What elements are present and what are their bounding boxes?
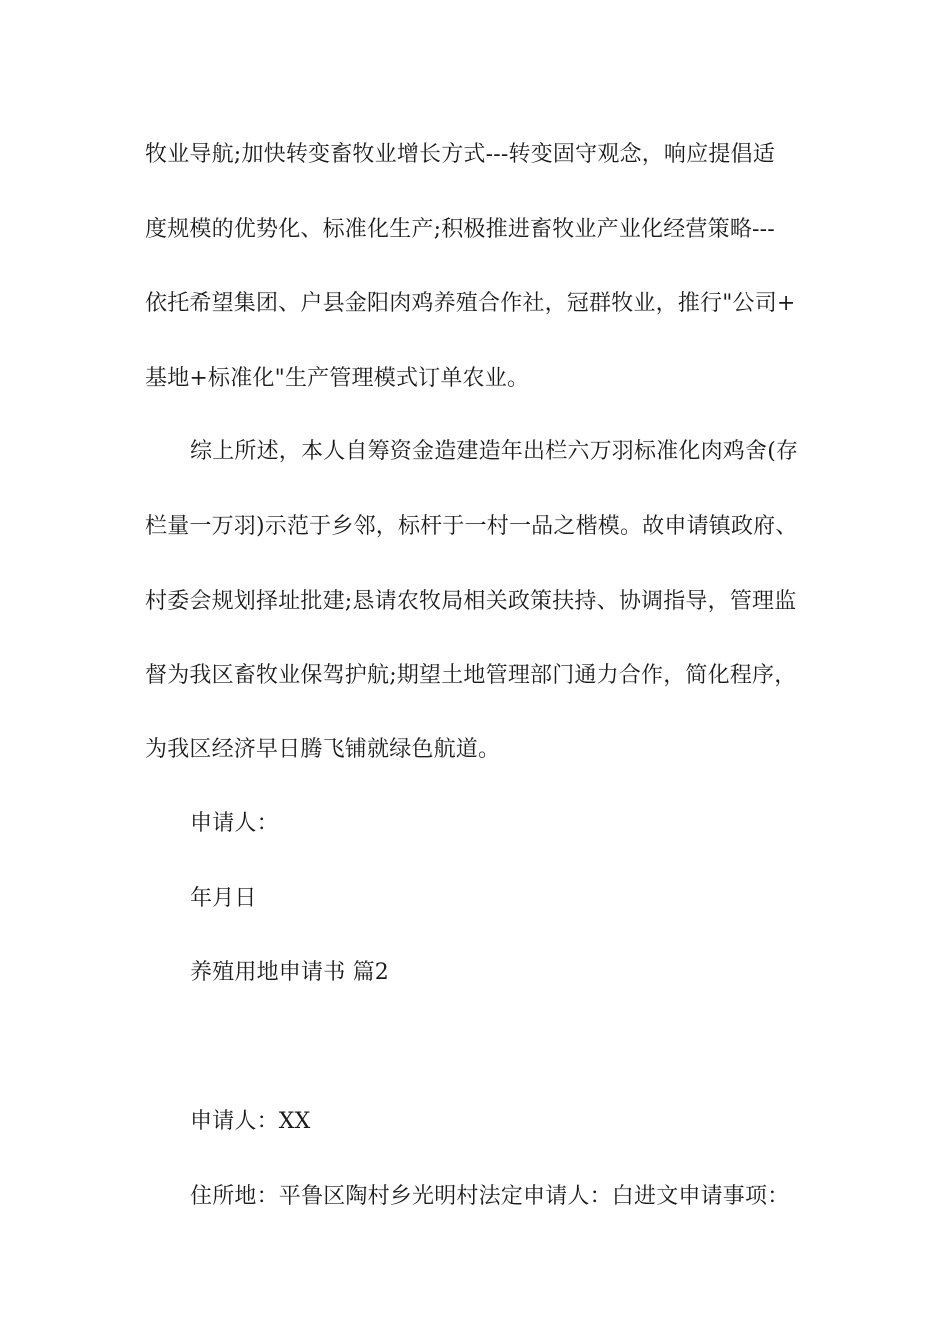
address-line: 住所地：平鲁区陶村乡光明村法定申请人：白进文申请事项： [190,1184,790,1209]
paragraph1-line-3: 依托希望集团、户县金阳肉鸡养殖合作社，冠群牧业，推行"公司+ [145,291,796,316]
applicant-label: 申请人： [190,811,279,836]
paragraph1-line-1: 牧业导航;加快转变畜牧业增长方式---转变固守观念，响应提倡适 [145,142,775,167]
paragraph2-line-5: 为我区经济早日腾飞铺就绿色航道。 [145,737,501,762]
paragraph1-line-2: 度规模的优势化、标准化生产;积极推进畜牧业产业化经营策略--- [145,217,775,242]
paragraph2-line-4: 督为我区畜牧业保驾护航;期望土地管理部门通力合作，简化程序， [145,663,797,688]
applicant-line: 申请人：XX [190,1109,311,1134]
date-label: 年月日 [190,886,257,911]
paragraph2-line-3: 村委会规划择址批建;恳请农牧局相关政策扶持、协调指导，管理监 [145,589,797,614]
paragraph2-line-1: 综上所述，本人自筹资金造建造年出栏六万羽标准化肉鸡舍(存 [190,439,799,464]
paragraph1-line-4: 基地+标准化"生产管理模式订单农业。 [145,366,530,391]
paragraph2-line-2: 栏量一万羽)示范于乡邻，标杆于一村一品之楷模。故申请镇政府、 [145,514,798,539]
section-title: 养殖用地申请书 篇2 [190,960,389,985]
